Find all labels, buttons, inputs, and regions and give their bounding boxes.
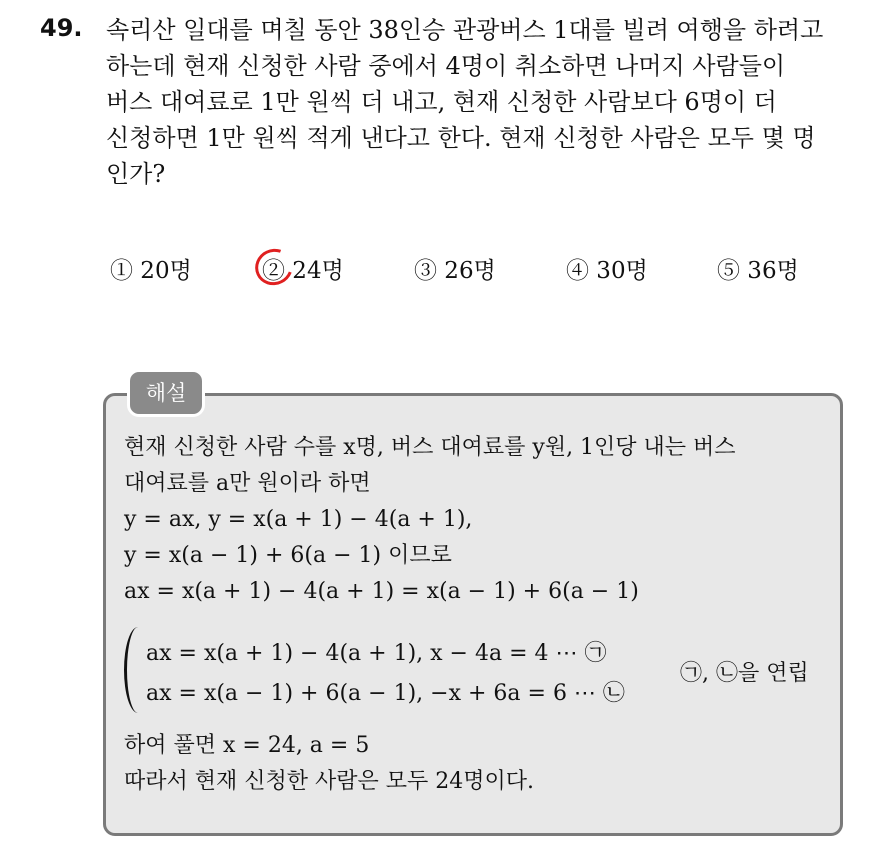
choice-3[interactable]: ③ 26명 bbox=[414, 258, 496, 284]
question-line: 하는데 현재 신청한 사람 중에서 4명이 취소하면 나머지 사람들이 bbox=[106, 52, 786, 80]
solution-conclusion bbox=[124, 728, 534, 800]
equation-system bbox=[146, 634, 625, 714]
solution-line: y = x(a − 1) + 6(a − 1) 이므로 bbox=[124, 543, 452, 568]
choice-1[interactable]: ① 20명 bbox=[110, 258, 192, 284]
solution-tag: 해설 bbox=[127, 369, 205, 417]
choice-4[interactable]: ④ 30명 bbox=[566, 258, 648, 284]
system-equation-1: ax = x(a + 1) − 4(a + 1), x − 4a = 4 ⋯ ㉠ bbox=[146, 641, 607, 666]
solution-line: y = ax, y = x(a + 1) − 4(a + 1), bbox=[124, 507, 473, 532]
question-number: 49. bbox=[40, 14, 83, 42]
question-line: 버스 대여료로 1만 원씩 더 내고, 현재 신청한 사람보다 6명이 더 bbox=[106, 88, 777, 116]
answer-choices bbox=[0, 254, 884, 288]
solution-line: ax = x(a + 1) − 4(a + 1) = x(a − 1) + 6(a − 1) bbox=[124, 579, 639, 604]
choice-2[interactable]: ② 24명 bbox=[262, 258, 344, 284]
question-line: 신청하면 1만 원씩 적게 낸다고 한다. 현재 신청한 사람은 모두 몇 명 bbox=[106, 124, 816, 152]
question-line: 속리산 일대를 며칠 동안 38인승 관광버스 1대를 빌려 여행을 하려고 bbox=[106, 16, 824, 44]
choice-5[interactable]: ⑤ 36명 bbox=[717, 258, 799, 284]
conclusion-line: 하여 풀면 x = 24, a = 5 bbox=[124, 733, 370, 758]
question-line: 인가? bbox=[106, 160, 166, 188]
system-note: ㉠, ㉡을 연립 bbox=[680, 661, 809, 686]
solution-text bbox=[124, 430, 736, 610]
conclusion-line: 따라서 현재 신청한 사람은 모두 24명이다. bbox=[124, 769, 534, 794]
question-text bbox=[106, 12, 823, 192]
system-equation-2: ax = x(a − 1) + 6(a − 1), −x + 6a = 6 ⋯ ㉡ bbox=[146, 681, 625, 706]
solution-line: 현재 신청한 사람 수를 x명, 버스 대여료를 y원, 1인당 내는 버스 bbox=[124, 435, 736, 460]
solution-line: 대여료를 a만 원이라 하면 bbox=[124, 471, 371, 496]
